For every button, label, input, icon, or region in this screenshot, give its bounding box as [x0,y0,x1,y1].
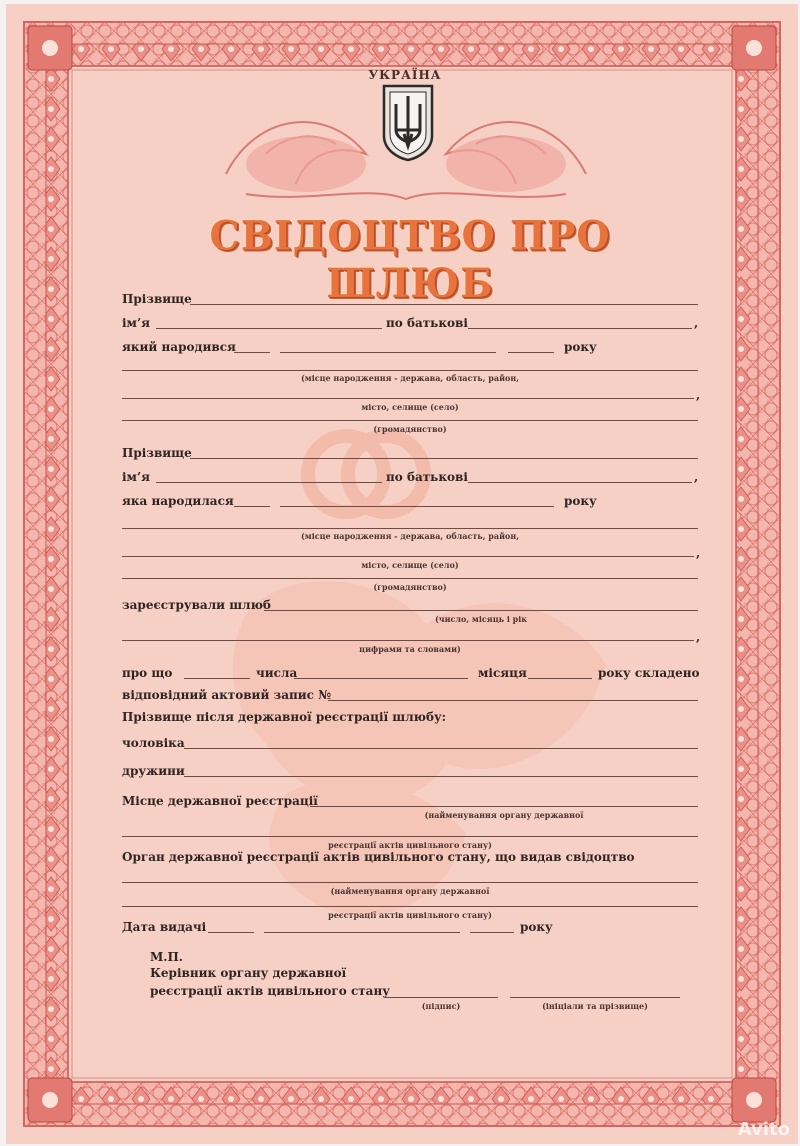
wife-birth-month-field[interactable] [280,506,554,507]
year-compiled-label: року складено [598,666,700,680]
husband-patronymic-label: по батькові [386,316,468,330]
comma: , [696,546,701,560]
husband-born-label: який народився [122,340,236,354]
stamp-place-label: М.П. [150,950,183,964]
wife-name-field[interactable] [156,482,382,483]
place-field-2[interactable] [122,836,698,837]
record-month-field[interactable] [294,678,468,679]
husband-year-label: року [564,340,597,354]
wife-year-label: року [564,494,597,508]
husband-after-row [122,736,702,756]
issue-year-label: року [520,920,553,934]
registration-date-caption: (число, місяць і рік [434,614,528,624]
signature-block [150,950,710,1020]
husband-birth-day-field[interactable] [234,352,270,353]
record-date-row [122,666,702,686]
comma: , [696,630,701,644]
wife-name-row [122,470,702,490]
issuer-field[interactable] [122,882,698,883]
wife-citizenship-field[interactable] [122,578,698,579]
wife-after-field[interactable] [184,776,698,777]
husband-birth-year-field[interactable] [508,352,554,353]
husband-birthplace-caption: (місце народження - держава, область, район, [300,373,519,383]
signature-field[interactable] [384,997,498,998]
husband-name-row [122,316,702,336]
issue-date-row [122,920,702,940]
issue-day-field[interactable] [208,932,254,933]
husband-patronymic-field[interactable] [468,328,692,329]
country-label: УКРАЇНА [368,68,442,82]
record-label: відповідний актовий запис № [122,688,332,702]
wife-surname-label: Прізвище [122,446,192,460]
registered-label: зареєстрували шлюб [122,598,271,612]
wife-born-label: яка народилася [122,494,234,508]
head-label-2: реєстрації актів цивільного стану [150,984,390,998]
wife-birth-day-field[interactable] [234,506,270,507]
husband-citizenship-field[interactable] [122,420,698,421]
wife-patronymic-field[interactable] [468,482,692,483]
registration-words-caption: цифрами та словами) [359,644,461,654]
husband-born-row [122,340,702,360]
record-year-field[interactable] [528,678,592,679]
record-number-row [122,688,702,708]
initials-field[interactable] [510,997,680,998]
husband-name-label: ім’я [122,316,151,330]
registration-date-field[interactable] [264,610,698,611]
husband-after-label: чоловіка [122,736,185,750]
wife-surname-field[interactable] [190,458,698,459]
issuer-row [122,850,702,870]
wife-city-caption: місто, селище (село) [361,560,459,570]
about-label: про що [122,666,173,680]
issue-year-field[interactable] [470,932,514,933]
document-title: СВІДОЦТВО ПРО ШЛЮБ [209,211,611,307]
wife-patronymic-label: по батькові [386,470,468,484]
surname-after-label: Прізвище після державної реєстрації шлюбу: [122,710,447,724]
husband-birthplace-field-2[interactable] [122,398,694,399]
issuer-field-2[interactable] [122,906,698,907]
comma: , [694,470,699,484]
husband-name-field[interactable] [156,328,382,329]
husband-birth-month-field[interactable] [280,352,496,353]
husband-citizenship-caption: (громадянство) [373,424,447,434]
trident-emblem-icon [380,84,436,162]
husband-birthplace-field[interactable] [122,370,698,371]
day-label: числа [256,666,298,680]
wife-after-label: дружини [122,764,185,778]
issue-date-label: Дата видачі [122,920,207,934]
husband-surname-field[interactable] [190,304,698,305]
husband-surname-row [122,292,702,312]
record-day-field[interactable] [184,678,250,679]
wife-born-row [122,494,702,514]
wife-birthplace-field-2[interactable] [122,556,694,557]
wife-birthplace-caption: (місце народження - держава, область, район, [300,531,519,541]
comma: , [694,316,699,330]
husband-after-field[interactable] [184,748,698,749]
registration-date-words-field[interactable] [122,640,694,641]
corner-watermark: Avito [737,1119,790,1140]
wife-surname-row [122,446,702,466]
issue-month-field[interactable] [264,932,460,933]
issuer-label: Орган державної реєстрації актів цивільного стану, що видав свідоцтво [122,850,635,864]
husband-city-caption: місто, селище (село) [361,402,459,412]
head-label-1: Керівник органу державної [150,966,347,980]
month-label: місяця [478,666,527,680]
issuer-caption: (найменування органу державної [330,886,490,896]
place-organ-caption-2: реєстрації актів цивільного стану) [328,840,492,850]
husband-surname-label: Прізвище [122,292,192,306]
place-field[interactable] [310,806,698,807]
comma: , [696,388,701,402]
initials-caption: (ініціали та прізвище) [542,1001,648,1011]
wife-citizenship-caption: (громадянство) [373,582,447,592]
wife-after-row [122,764,702,784]
signature-caption: (підпис) [421,1001,461,1011]
place-organ-caption: (найменування органу державної [424,810,584,820]
record-number-field[interactable] [328,700,698,701]
wife-name-label: ім’я [122,470,151,484]
after-row [122,710,702,730]
issuer-caption-2: реєстрації актів цивільного стану) [328,910,492,920]
place-label: Місце державної реєстрації [122,794,318,808]
wife-birthplace-field[interactable] [122,528,698,529]
